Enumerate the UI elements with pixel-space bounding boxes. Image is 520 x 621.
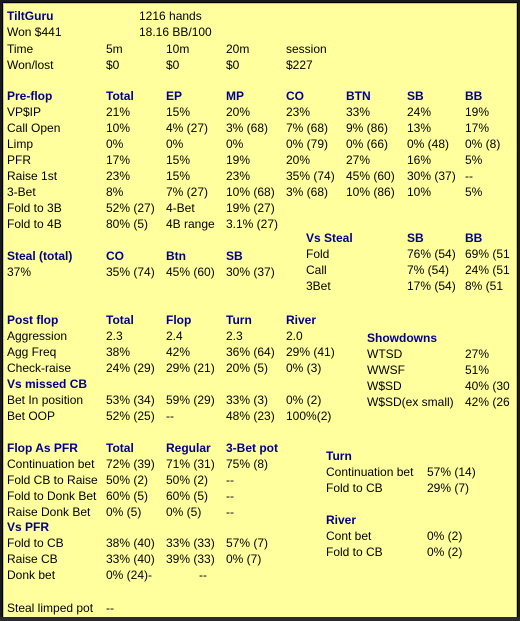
stat-value: 0% (24)-	[106, 568, 153, 582]
stat-value: 57% (7)	[226, 536, 269, 550]
turn-header: Turn	[326, 449, 352, 463]
stat-value: 38%	[106, 345, 131, 359]
stat-value: 2.3	[226, 329, 243, 343]
stat-value: 75% (8)	[226, 457, 269, 471]
stat-value: 50% (2)	[106, 473, 149, 487]
stat-value: 9% (86)	[346, 121, 389, 135]
preflop-col-ep: EP	[166, 89, 183, 103]
stat-value: 53% (34)	[106, 393, 155, 407]
river-cont-bet-label: Cont bet	[326, 529, 372, 543]
stat-value: 29% (21)	[166, 361, 215, 375]
steal-col-btn: Btn	[166, 249, 186, 263]
river-cont-bet-value: 0% (2)	[427, 529, 463, 543]
stat-label: Aggression	[7, 329, 68, 343]
stat-label: Donk bet	[7, 568, 56, 582]
hands-count: 1216 hands	[139, 9, 202, 23]
postflop-col-flop: Flop	[166, 313, 192, 327]
4b-range-value: 3.1% (27)	[226, 217, 279, 231]
wonlost-session: $227	[286, 58, 313, 72]
steal-btn-value: 45% (60)	[166, 265, 215, 279]
fold-to-4b-value: 80% (5)	[106, 217, 149, 231]
stat-value: 2.4	[166, 329, 183, 343]
stat-value: 2.3	[106, 329, 123, 343]
stat-value: 52% (25)	[106, 409, 155, 423]
4bet-label: 4-Bet	[166, 201, 195, 215]
stat-value: 0% (48)	[407, 137, 450, 151]
postflop-col-total: Total	[106, 313, 134, 327]
stat-value: 0%	[226, 137, 244, 151]
stat-value: 23%	[106, 169, 131, 183]
vs-missed-cb-header: Vs missed CB	[7, 377, 88, 391]
stat-value: 21%	[106, 105, 131, 119]
stat-label: Raise CB	[7, 552, 58, 566]
stat-value: 0% (8)	[465, 137, 501, 151]
stat-value: 33%	[346, 105, 371, 119]
stat-value: 60% (5)	[106, 489, 149, 503]
stat-label: VP$IP	[7, 105, 42, 119]
vs-steal-header: Vs Steal	[306, 231, 353, 245]
hud-panel	[2, 2, 518, 619]
stat-value: 0% (5)	[106, 505, 142, 519]
wonlost-10m: $0	[166, 58, 180, 72]
stat-value: 3% (68)	[286, 185, 329, 199]
stat-value: 38% (40)	[106, 536, 155, 550]
stat-label: Raise Donk Bet	[7, 505, 91, 519]
stat-value: 60% (5)	[166, 489, 209, 503]
river-header: River	[326, 513, 357, 527]
steal-limped-pot-label: Steal limped pot	[7, 601, 94, 615]
stat-value: 7% (68)	[286, 121, 329, 135]
stat-value: 5%	[465, 185, 483, 199]
stat-value: 0% (3)	[286, 361, 322, 375]
stat-value: 10% (86)	[346, 185, 395, 199]
stat-label: 3-Bet	[7, 185, 36, 199]
time-label: Time	[7, 42, 34, 56]
wonlost-5m: $0	[106, 58, 120, 72]
stat-value: 4% (27)	[166, 121, 209, 135]
stat-value: 72% (39)	[106, 457, 155, 471]
stat-label: Limp	[7, 137, 34, 151]
stat-value: 0% (2)	[286, 393, 322, 407]
stat-label: Raise 1st	[7, 169, 58, 183]
stat-label: Fold to Donk Bet	[7, 489, 97, 503]
stat-value: --	[166, 409, 174, 423]
turn-cbet-value: 57% (14)	[427, 465, 476, 479]
flop-pfr-col-regular: Regular	[166, 441, 211, 455]
stat-value: 19%	[226, 153, 251, 167]
stat-value: 15%	[166, 105, 191, 119]
stat-label: Fold to CB	[7, 536, 64, 550]
time-10m: 10m	[166, 42, 190, 56]
stat-value: 7% (27)	[166, 185, 209, 199]
stat-value: --	[226, 505, 234, 519]
stat-label: PFR	[7, 153, 31, 167]
time-session: session	[286, 42, 327, 56]
stat-label: Call	[306, 263, 327, 277]
stat-value: 19%	[465, 105, 490, 119]
stat-value: 33% (3)	[226, 393, 269, 407]
stat-value: 45% (60)	[346, 169, 395, 183]
stat-value: 24% (29)	[106, 361, 155, 375]
stat-value: 0% (79)	[286, 137, 329, 151]
vs-steal-col-bb: BB	[465, 231, 483, 245]
fold-to-3b-value: 52% (27)	[106, 201, 155, 215]
stat-value: 0% (7)	[226, 552, 262, 566]
fold-to-3b-label: Fold to 3B	[7, 201, 62, 215]
won-amount: Won $441	[7, 25, 62, 39]
stat-label: Bet OOP	[7, 409, 56, 423]
flop-pfr-col-total: Total	[106, 441, 134, 455]
steal-total-header: Steal (total)	[7, 249, 73, 263]
stat-value: 76% (54)	[407, 247, 456, 261]
steal-total-value: 37%	[7, 265, 32, 279]
stat-value: 20%	[286, 153, 311, 167]
hud-title: TiltGuru	[7, 9, 54, 23]
4b-range-label: 4B range	[166, 217, 215, 231]
stat-value: 23%	[286, 105, 311, 119]
stat-value: --	[226, 489, 234, 503]
steal-sb-value: 30% (37)	[226, 265, 275, 279]
background-strip	[0, 617, 520, 621]
stat-value: 24%	[407, 105, 432, 119]
stat-label: Call Open	[7, 121, 61, 135]
stat-value: --	[465, 169, 473, 183]
stat-value: 24% (51	[465, 263, 510, 277]
stat-value: 17%	[106, 153, 131, 167]
flop-pfr-col-3bet-pot: 3-Bet pot	[226, 441, 278, 455]
stat-value: 17%	[465, 121, 490, 135]
stat-value: 29% (41)	[286, 345, 335, 359]
preflop-col-total: Total	[106, 89, 134, 103]
stat-value: 36% (64)	[226, 345, 275, 359]
wonlost-20m: $0	[226, 58, 240, 72]
turn-fold-to-cb-value: 29% (7)	[427, 481, 470, 495]
river-fold-to-cb-value: 0% (2)	[427, 545, 463, 559]
stat-value: 17% (54)	[407, 279, 456, 293]
fold-to-4b-label: Fold to 4B	[7, 217, 62, 231]
wsd-value: 40% (30	[465, 379, 510, 393]
stat-value: 16%	[407, 153, 432, 167]
stat-value: 35% (74)	[286, 169, 335, 183]
preflop-header: Pre-flop	[7, 89, 53, 103]
stat-value: 0%	[166, 137, 184, 151]
stat-value: 71% (31)	[166, 457, 215, 471]
stat-value: 69% (51	[465, 247, 510, 261]
stat-value: 50% (2)	[166, 473, 209, 487]
stat-value: 0%	[106, 137, 124, 151]
stat-value: 59% (29)	[166, 393, 215, 407]
preflop-col-mp: MP	[226, 89, 244, 103]
preflop-col-bb: BB	[465, 89, 483, 103]
time-20m: 20m	[226, 42, 250, 56]
wtsd-label: WTSD	[367, 347, 403, 361]
turn-fold-to-cb-label: Fold to CB	[326, 481, 383, 495]
stat-value: 48% (23)	[226, 409, 275, 423]
stat-value: 42%	[166, 345, 191, 359]
stat-value: 8%	[106, 185, 124, 199]
stat-value: 27%	[346, 153, 371, 167]
steal-limped-pot-value: --	[106, 601, 114, 615]
stat-value: 30% (37)	[407, 169, 456, 183]
wwsf-value: 51%	[465, 363, 490, 377]
wsd-label: W$SD	[367, 379, 402, 393]
wonlost-label: Won/lost	[7, 58, 54, 72]
turn-cbet-label: Continuation bet	[326, 465, 414, 479]
stat-value: 33% (40)	[106, 552, 155, 566]
time-5m: 5m	[106, 42, 123, 56]
vs-pfr-header: Vs PFR	[7, 520, 50, 534]
stat-value: 10%	[106, 121, 131, 135]
stat-value: --	[199, 568, 207, 582]
stat-value: 20% (5)	[226, 361, 269, 375]
stat-label: Fold CB to Raise	[7, 473, 98, 487]
stat-value: 3% (68)	[226, 121, 269, 135]
stat-value: 39% (33)	[166, 552, 215, 566]
stat-value: 8% (51	[465, 279, 504, 293]
stat-value: 100%(2)	[286, 409, 332, 423]
stat-value: 13%	[407, 121, 432, 135]
4bet-value: 19% (27)	[226, 201, 275, 215]
stat-value: 15%	[166, 153, 191, 167]
stat-value: 33% (33)	[166, 536, 215, 550]
stat-value: 0% (66)	[346, 137, 389, 151]
steal-col-sb: SB	[226, 249, 243, 263]
stat-value: 7% (54)	[407, 263, 450, 277]
stat-label: Agg Freq	[7, 345, 57, 359]
stat-value: 10%	[407, 185, 432, 199]
stat-value: 15%	[166, 169, 191, 183]
stat-label: Fold	[306, 247, 330, 261]
vs-steal-col-sb: SB	[407, 231, 424, 245]
stat-value: 5%	[465, 153, 483, 167]
stat-label: Check-raise	[7, 361, 72, 375]
postflop-col-turn: Turn	[226, 313, 252, 327]
river-fold-to-cb-label: Fold to CB	[326, 545, 383, 559]
preflop-col-sb: SB	[407, 89, 424, 103]
preflop-col-co: CO	[286, 89, 304, 103]
postflop-col-river: River	[286, 313, 317, 327]
stat-value: 23%	[226, 169, 251, 183]
stat-label: 3Bet	[306, 279, 331, 293]
wsd-ex-small-label: W$SD(ex small)	[367, 395, 454, 409]
wwsf-label: WWSF	[367, 363, 405, 377]
preflop-col-btn: BTN	[346, 89, 371, 103]
wsd-ex-small-value: 42% (26	[465, 395, 510, 409]
showdowns-header: Showdowns	[367, 331, 437, 345]
steal-col-co: CO	[106, 249, 124, 263]
postflop-header: Post flop	[7, 313, 59, 327]
stat-value: --	[226, 473, 234, 487]
wtsd-value: 27%	[465, 347, 490, 361]
stat-value: 2.0	[286, 329, 303, 343]
stat-label: Bet In position	[7, 393, 84, 407]
bb-per-100: 18.16 BB/100	[139, 25, 212, 39]
stat-value: 0% (5)	[166, 505, 202, 519]
stat-label: Continuation bet	[7, 457, 95, 471]
flop-as-pfr-header: Flop As PFR	[7, 441, 78, 455]
stat-value: 10% (68)	[226, 185, 275, 199]
stat-value: 20%	[226, 105, 251, 119]
steal-co-value: 35% (74)	[106, 265, 155, 279]
